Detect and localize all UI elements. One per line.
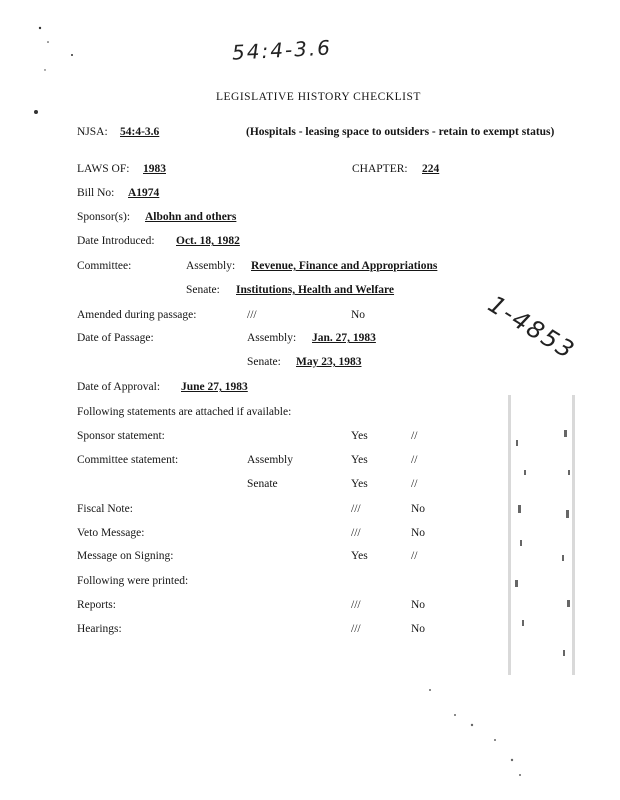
njsa-value: 54:4-3.6 [120,126,160,138]
amended-label: Amended during passage: [77,309,197,321]
committee-statement-senate-value: Yes [351,478,368,490]
passage-assembly-value: Jan. 27, 1983 [312,332,376,344]
committee-statement-label: Committee statement: [77,454,179,466]
fiscal-note-mark: /// [351,503,361,515]
document-title: LEGISLATIVE HISTORY CHECKLIST [216,91,421,103]
sponsor-statement-mark: // [411,430,418,442]
reports-label: Reports: [77,599,116,611]
bill-no-label: Bill No: [77,187,115,199]
veto-message-value: No [411,527,426,539]
attached-statements-heading: Following statements are attached if available: [77,406,292,418]
laws-of-label: LAWS OF: [77,163,130,175]
chapter-value: 224 [422,163,440,175]
message-on-signing-label: Message on Signing: [77,550,174,562]
date-introduced-label: Date Introduced: [77,235,155,247]
committee-statement-senate-label: Senate [247,478,278,490]
veto-message-label: Veto Message: [77,527,145,539]
date-of-approval-value: June 27, 1983 [181,381,248,393]
reports-mark: /// [351,599,361,611]
chapter-label: CHAPTER: [352,163,408,175]
date-introduced-value: Oct. 18, 1982 [176,235,240,247]
hearings-label: Hearings: [77,623,122,635]
sponsors-label: Sponsor(s): [77,211,131,223]
message-on-signing-mark: // [411,550,418,562]
committee-statement-assembly-value: Yes [351,454,368,466]
hearings-mark: /// [351,623,361,635]
committee-assembly-label: Assembly: [186,260,236,272]
committee-statement-assembly-label: Assembly [247,454,293,466]
committee-label: Committee: [77,260,132,272]
committee-senate-value: Institutions, Health and Welfare [236,284,395,296]
sponsors-value: Albohn and others [145,211,237,223]
message-on-signing-value: Yes [351,550,368,562]
amended-mark: /// [247,309,257,321]
committee-senate-label: Senate: [186,284,220,296]
date-of-approval-label: Date of Approval: [77,381,161,393]
sponsor-statement-value: Yes [351,430,368,442]
passage-senate-label: Senate: [247,356,281,368]
hearings-value: No [411,623,426,635]
amended-value: No [351,309,366,321]
committee-statement-assembly-mark: // [411,454,418,466]
date-of-passage-label: Date of Passage: [77,332,154,344]
committee-statement-senate-mark: // [411,478,418,490]
veto-message-mark: /// [351,527,361,539]
laws-of-value: 1983 [143,163,166,175]
committee-assembly-value: Revenue, Finance and Appropriations [251,260,438,272]
printed-heading: Following were printed: [77,575,189,587]
fiscal-note-label: Fiscal Note: [77,503,133,515]
passage-senate-value: May 23, 1983 [296,356,362,368]
njsa-description: (Hospitals - leasing space to outsiders - retain to exempt status) [246,126,555,138]
bill-no-value: A1974 [128,187,160,199]
handwritten-reference-number: 54:4-3.6 [231,35,333,65]
passage-assembly-label: Assembly: [247,332,297,344]
fiscal-note-value: No [411,503,426,515]
njsa-label: NJSA: [77,126,108,138]
sponsor-statement-label: Sponsor statement: [77,430,165,442]
reports-value: No [411,599,426,611]
handwritten-side-number: 1-4853 [483,290,581,366]
